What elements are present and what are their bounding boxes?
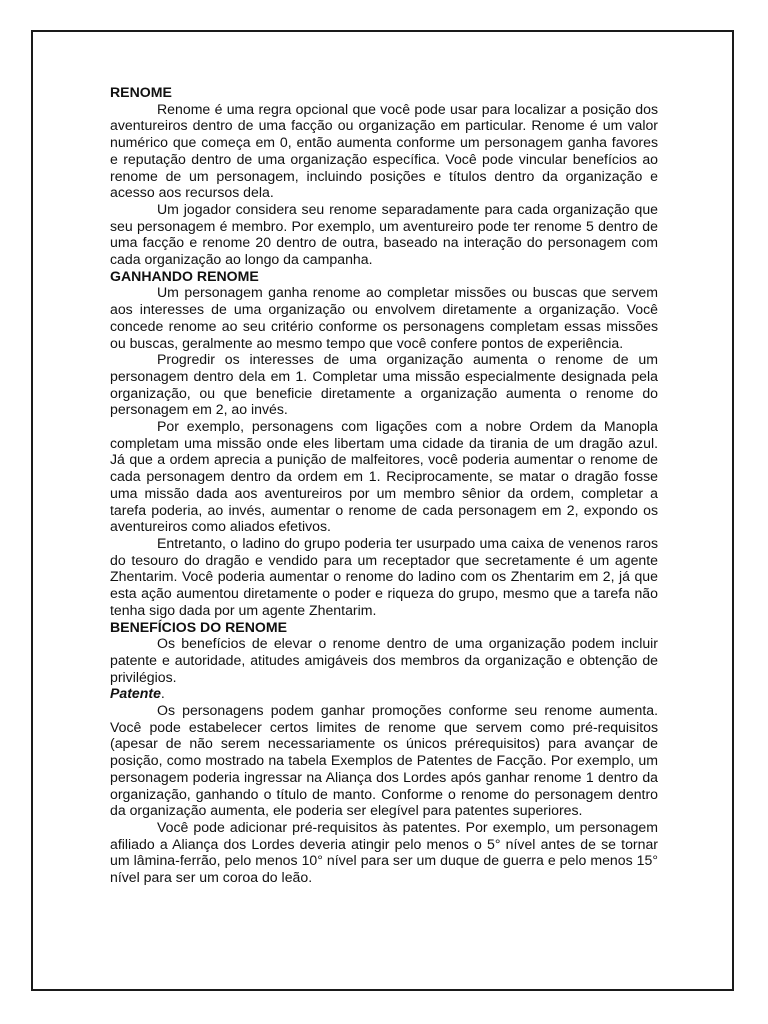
paragraph: Progredir os interesses de uma organização aumenta o renome de um personagem dentro dela em 1. Completar uma missão especialmente designada pela organização, ou que beneficie diretamente a organização aumenta o renome do personagem em 2, ao invés. [110,351,658,418]
paragraph: Os benefícios de elevar o renome dentro de uma organização podem incluir patente e autoridade, atitudes amigáveis dos membros da organização e obtenção de privilégios. [110,635,658,685]
section-heading-renome: RENOME [110,84,172,100]
paragraph: Você pode adicionar pré-requisitos às patentes. Por exemplo, um personagem afiliado a Aliança dos Lordes deveria atingir pelo menos o 5° nível antes de se tornar um lâmina-ferrão, pelo menos 10° nível para ser um duque de guerra e pelo menos 15° nível para ser um coroa do leão. [110,818,658,886]
section-heading-ganhando-renome: GANHANDO RENOME [110,267,259,284]
document-body [110,84,658,886]
paragraph: Um personagem ganha renome ao completar missões ou buscas que servem aos interesses de uma organização ou envolvem diretamente a organização. Você concede renome ao seu critério conforme os personagens completam essas missões ou buscas, geralmente ao mesmo tempo que você confere pontos de experiência. [110,284,658,351]
paragraph: Renome é uma regra opcional que você pode usar para localizar a posição dos aventureiros dentro de uma facção ou organização em particular. Renome é um valor numérico que começa em 0, então aumenta conforme um personagem ganha favores e reputação dentro de uma organização específica. Você pode vincular benefícios ao renome de um personagem, incluindo posições e títulos dentro da organização e acesso aos recursos dela. [110,100,658,201]
paragraph: Os personagens podem ganhar promoções conforme seu renome aumenta. Você pode estabelecer certos limites de renome que servem como pré-requisitos (apesar de não serem necessariamente os únicos prérequisitos) para avançar de posição, como mostrado na tabela Exemplos de Patentes de Facção. Por exemplo, um personagem poderia ingressar na Aliança dos Lordes após ganhar renome 1 dentro da organização, ganhando o título de manto. Conforme o renome do personagem dentro da organização aumenta, ele poderia ser elegível para patentes superiores. [110,702,658,819]
subsection-heading-text: Patente [110,685,161,702]
subsection-heading-patente [110,685,658,702]
section-heading-beneficios: BENEFÍCIOS DO RENOME [110,618,287,635]
paragraph: Um jogador considera seu renome separadamente para cada organização que seu personagem é membro. Por exemplo, um aventureiro pode ter renome 5 dentro de uma facção e renome 20 dentro de outra, baseado na interação do personagem com cada organização ao longo da campanha. [110,200,658,268]
paragraph: Por exemplo, personagens com ligações com a nobre Ordem da Manopla completam uma missão onde eles libertam uma cidade da tirania de um dragão azul. Já que a ordem aprecia a punição de malfeitores, você poderia aumentar o renome de cada personagem dentro da ordem em 1. Reciprocamente, se matar o dragão fosse uma missão dada aos aventureiros por um membro sênior da ordem, completar a tarefa poderia, ao invés, aumentar o renome de cada personagem em 2, expondo os aventureiros como aliados efetivos. [110,418,658,535]
subsection-heading-punct: . [160,685,165,702]
paragraph: Entretanto, o ladino do grupo poderia ter usurpado uma caixa de venenos raros do tesouro do dragão e vendido para um receptador que secretamente é um agente Zhentarim. Você poderia aumentar o renome do ladino com os Zhentarim em 2, já que esta ação aumentou diretamente o poder e riqueza do grupo, mesmo que a tarefa não tenha sigo dada por um agente Zhentarim. [110,534,658,618]
